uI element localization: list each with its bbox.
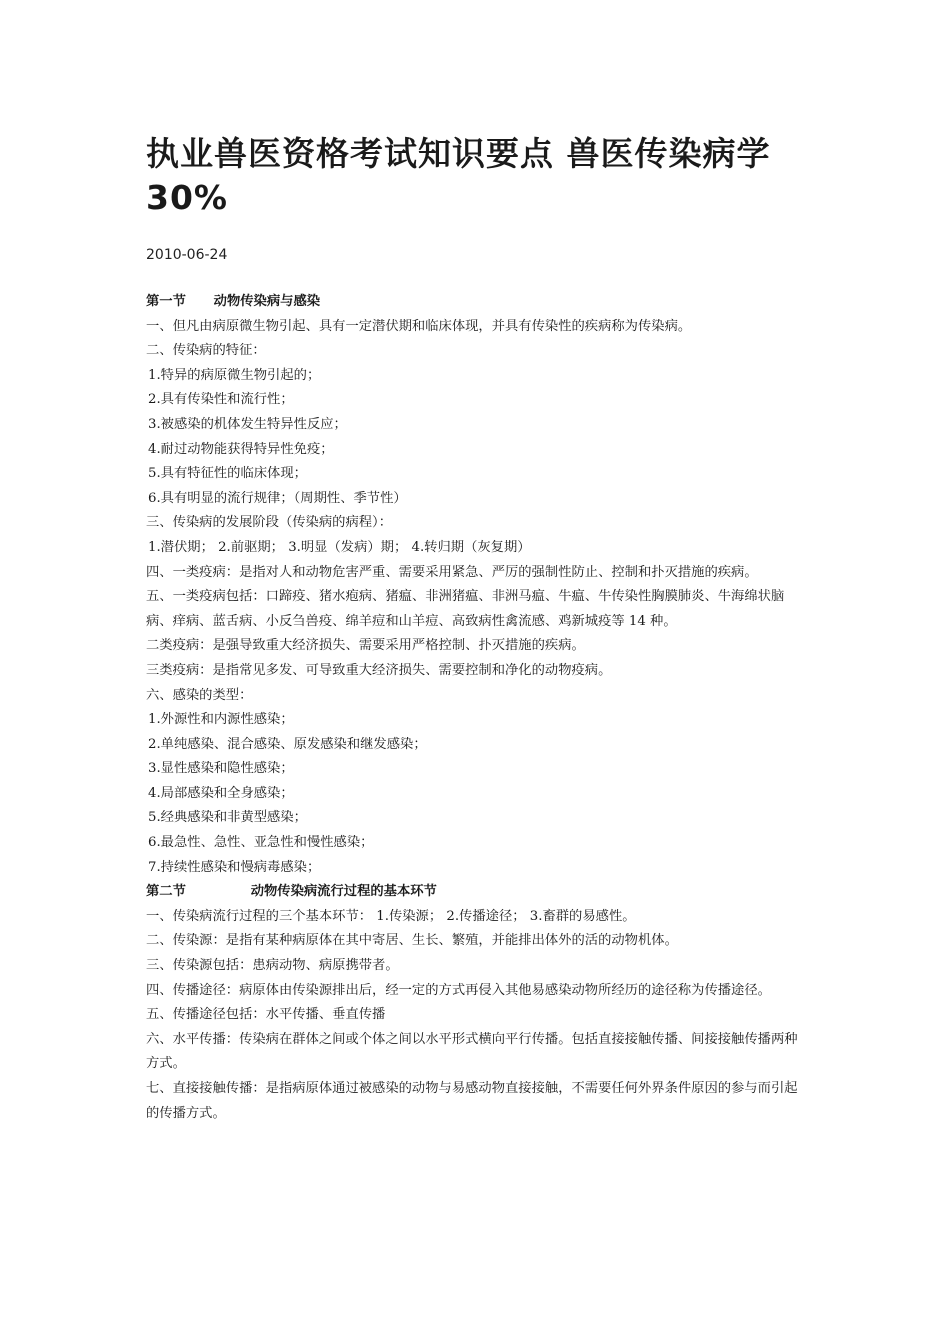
list-item: 3.被感染的机体发生特异性反应； <box>148 416 347 432</box>
paragraph: 二、传染病的特征： <box>146 343 266 359</box>
list-item: 4.耐过动物能获得特异性免疫； <box>148 441 334 457</box>
paragraph: 五、传播途径包括：水平传播、垂直传播 <box>146 1007 386 1023</box>
document-page <box>146 132 808 1126</box>
section-heading: 第一节 动物传染病与感染 <box>146 294 321 309</box>
paragraph: 三类疫病：是指常见多发、可导致重大经济损失、需要控制和净化的动物疫病。 <box>146 662 612 678</box>
list-item: 2.具有传染性和流行性； <box>148 392 294 408</box>
section <box>146 290 808 880</box>
paragraph: 四、一类疫病：是指对人和动物危害严重、需要采用紧急、严厉的强制性防止、控制和扑灭措施的疾病。 <box>146 564 758 580</box>
list-item: 5.具有特征性的临床体现； <box>148 466 307 482</box>
list-item: 3.显性感染和隐性感染； <box>148 761 294 777</box>
list-item: 2.单纯感染、混合感染、原发感染和继发感染； <box>148 736 427 752</box>
list-item: 7.持续性感染和慢病毒感染； <box>148 859 321 875</box>
document-title: 执业兽医资格考试知识要点 兽医传染病学 30% <box>146 134 771 217</box>
section-heading: 第二节 动物传染病流行过程的基本环节 <box>146 884 437 900</box>
paragraph: 六、水平传播：传染病在群体之间或个体之间以水平形式横向平行传播。包括直接接触传播、间接接触传播两种方式。 <box>146 1031 798 1072</box>
list-item: 1.潜伏期； 2.前驱期； 3.明显（发病）期； 4.转归期（灰复期） <box>148 539 531 555</box>
list-item: 6.具有明显的流行规律；（周期性、季节性） <box>148 490 407 506</box>
paragraph: 七、直接接触传播：是指病原体通过被感染的动物与易感动物直接接触，不需要任何外界条件原因的参与而引起的传播方式。 <box>146 1081 798 1121</box>
section <box>146 880 808 1126</box>
paragraph: 三、传染病的发展阶段（传染病的病程）： <box>146 515 392 531</box>
paragraph: 四、传播途径：病原体由传染源排出后，经一定的方式再侵入其他易感染动物所经历的途径称为传播途径。 <box>146 982 771 998</box>
paragraph: 一、传染病流行过程的三个基本环节： 1.传染源； 2.传播途径； 3.畜群的易感性。 <box>146 908 636 924</box>
paragraph: 六、感染的类型： <box>146 687 253 703</box>
paragraph: 二类疫病：是强导致重大经济损失、需要采用严格控制、扑灭措施的疾病。 <box>146 638 585 654</box>
paragraph: 二、传染源：是指有某种病原体在其中寄居、生长、繁殖，并能排出体外的活的动物机体。 <box>146 933 678 949</box>
list-item: 4.局部感染和全身感染； <box>148 785 294 801</box>
list-item: 1.特异的病原微生物引起的； <box>148 367 321 383</box>
list-item: 6.最急性、急性、亚急性和慢性感染； <box>148 835 374 851</box>
paragraph: 一、但凡由病原微生物引起、具有一定潜伏期和临床体现，并具有传染性的疾病称为传染病。 <box>146 318 692 334</box>
document-body <box>146 290 808 1126</box>
list-item: 5.经典感染和非黄型感染； <box>148 810 307 826</box>
paragraph: 三、传染源包括：患病动物、病原携带者。 <box>146 958 399 974</box>
paragraph: 五、一类疫病包括：口蹄疫、猪水疱病、猪瘟、非洲猪瘟、非洲马瘟、牛瘟、牛传染性胸膜肺炎、牛海绵状脑病、痒病、蓝舌病、小反刍兽疫、绵羊痘和山羊痘、高致病性禽流感、鸡新城疫等 14 种。 <box>146 589 785 629</box>
list-item: 1.外源性和内源性感染； <box>148 712 294 728</box>
document-date: 2010-06-24 <box>146 247 228 263</box>
